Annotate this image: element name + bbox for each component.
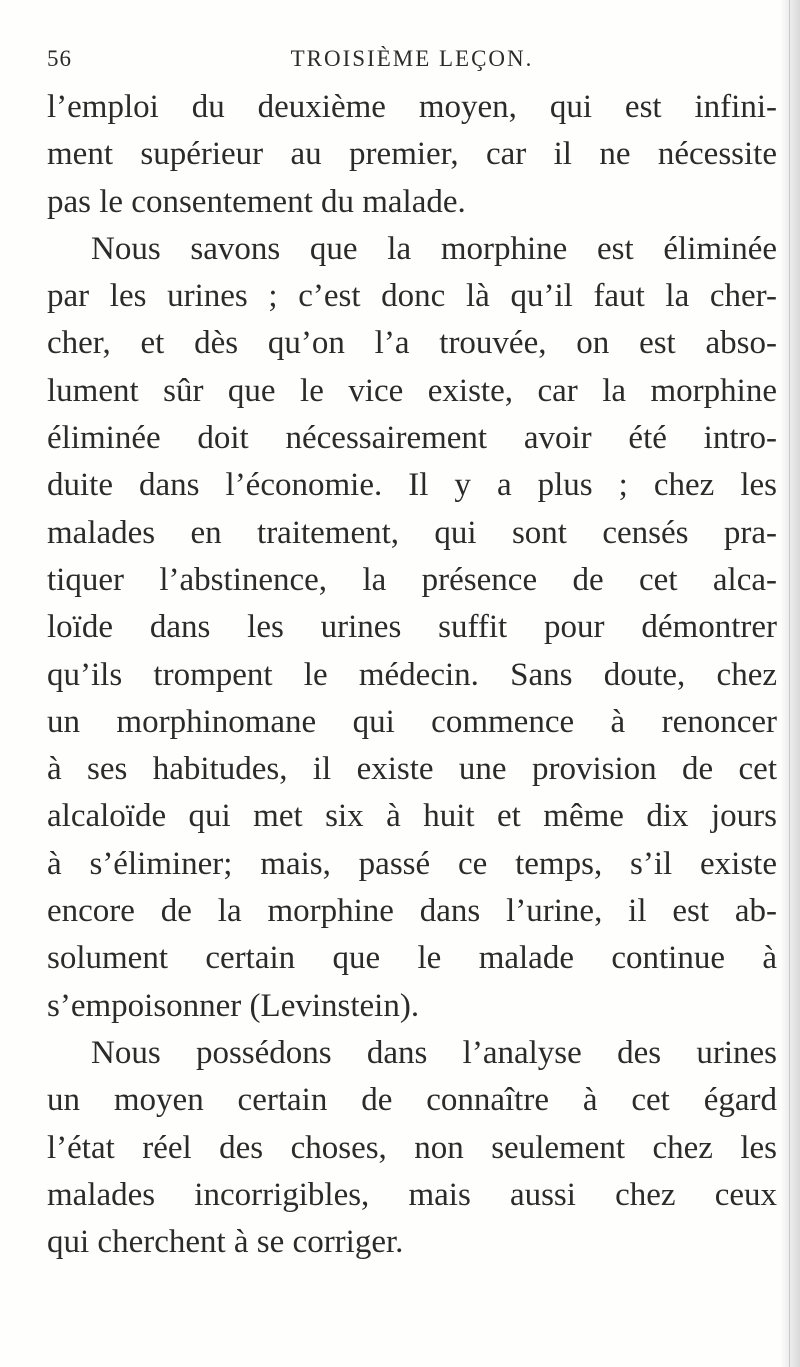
page-number: 56 xyxy=(47,46,72,71)
page-edge-line xyxy=(789,0,790,1367)
text-line: duite dans l’économie. Il y a plus ; chez les xyxy=(47,467,777,504)
text-line: tiquer l’abstinence, la présence de cet alca- xyxy=(47,561,777,598)
running-head xyxy=(47,46,777,80)
text-line: encore de la morphine dans l’urine, il est ab- xyxy=(47,893,777,930)
text-line: un morphinomane qui commence à renoncer xyxy=(47,703,777,740)
text-line: cher, et dès qu’on l’a trouvée, on est abso- xyxy=(47,325,777,362)
text-line: s’empoisonner (Levinstein). xyxy=(47,987,420,1024)
text-line: malades incorrigibles, mais aussi chez ceux xyxy=(47,1176,777,1213)
body-text xyxy=(47,84,777,1266)
text-line: par les urines ; c’est donc là qu’il faut la cher- xyxy=(47,278,777,315)
text-line: ment supérieur au premier, car il ne nécessite xyxy=(47,136,777,173)
text-line: malades en traitement, qui sont censés pra- xyxy=(47,514,777,551)
text-line: alcaloïde qui met six à huit et même dix jours xyxy=(47,798,777,835)
text-line: Nous possédons dans l’analyse des urines xyxy=(91,1034,777,1071)
text-line: à ses habitudes, il existe une provision de cet xyxy=(47,751,777,788)
text-line: solument certain que le malade continue à xyxy=(47,940,777,977)
page-edge-shadow xyxy=(782,0,800,1367)
text-line: qu’ils trompent le médecin. Sans doute, chez xyxy=(47,656,777,693)
text-line: qui cherchent à se corriger. xyxy=(47,1224,404,1261)
text-line: l’état réel des choses, non seulement chez les xyxy=(47,1129,777,1166)
chapter-title: TROISIÈME LEÇON. xyxy=(290,46,534,71)
text-line: à s’éliminer; mais, passé ce temps, s’il existe xyxy=(47,845,777,882)
text-line: un moyen certain de connaître à cet égard xyxy=(47,1082,777,1119)
text-line: l’emploi du deuxième moyen, qui est infini- xyxy=(47,89,777,125)
text-line: pas le consentement du malade. xyxy=(47,183,466,220)
text-line: loïde dans les urines suffit pour démontrer xyxy=(47,609,777,646)
text-line: lument sûr que le vice existe, car la morphine xyxy=(47,372,777,409)
text-line: Nous savons que la morphine est éliminée xyxy=(91,230,777,267)
text-line: éliminée doit nécessairement avoir été intro- xyxy=(47,420,777,457)
